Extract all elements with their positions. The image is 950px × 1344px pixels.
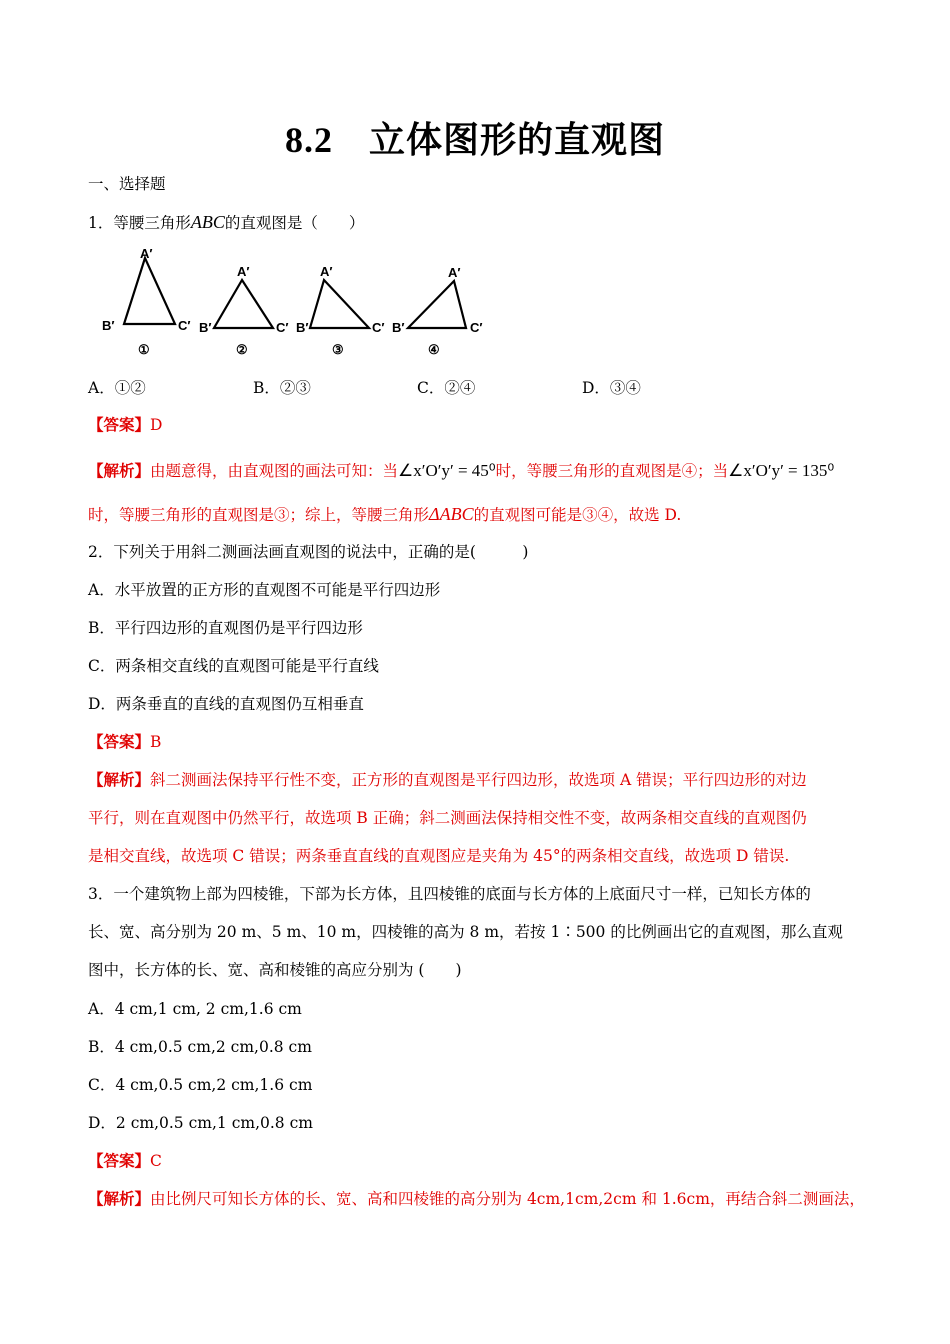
q1-expl-math-2: ∠x′O′y′ = 135⁰ xyxy=(728,461,835,480)
q1-prompt-post: 的直观图是（ ） xyxy=(224,214,365,232)
q1-answer-value: D xyxy=(150,416,163,434)
q1-expl-math-3: ΔABC xyxy=(429,504,474,524)
q3-answer-value: C xyxy=(150,1152,162,1170)
q1-option-b: B．②③ xyxy=(253,379,311,397)
q3-answer-tag: 【答案】 xyxy=(88,1151,151,1170)
q3-prompt-line-2: 长、宽、高分别为 20 m、5 m、10 m，四棱锥的高为 8 m，若按 1∶500 的比例画出它的直观图，那么直观 xyxy=(88,923,843,941)
fig4-b-label: B′ xyxy=(392,320,405,335)
fig1-c-label: C′ xyxy=(178,318,191,333)
fig2-number: ② xyxy=(236,342,248,357)
q2-explanation-line-1 xyxy=(88,769,878,791)
q1-answer xyxy=(88,414,878,436)
q1-expl-text-1: 由题意得，由直观图的画法可知：当 xyxy=(150,462,399,480)
q1-option-a: A．①② xyxy=(88,379,146,397)
fig1-number: ① xyxy=(138,342,150,357)
q3-option-b: B．4 cm,0.5 cm,2 cm,0.8 cm xyxy=(88,1038,312,1056)
q2-explanation-line-2: 平行，则在直观图中仍然平行，故选项 B 正确；斜二测画法保持相交性不变，故两条相交直线的直观图仍 xyxy=(88,809,807,827)
triangle-1 xyxy=(124,258,175,324)
fig1-b-label: B′ xyxy=(102,318,115,333)
section-heading: 一、选择题 xyxy=(88,175,166,193)
q2-prompt: 2．下列关于用斜二测画法画直观图的说法中，正确的是( ) xyxy=(88,543,529,561)
q1-expl-tag: 【解析】 xyxy=(88,461,151,480)
q1-explanation-line-1 xyxy=(88,460,878,482)
page-title xyxy=(0,112,950,163)
q1-figure xyxy=(96,246,496,366)
q2-option-c: C．两条相交直线的直观图可能是平行直线 xyxy=(88,657,379,675)
q3-option-a: A．4 cm,1 cm, 2 cm,1.6 cm xyxy=(88,1000,302,1018)
q1-expl-text-2: 时，等腰三角形的直观图是④；当 xyxy=(495,462,729,480)
q1-expl-text-4: 的直观图可能是③④，故选 D. xyxy=(473,506,682,524)
q1-expl-text-3: 时，等腰三角形的直观图是③；综上，等腰三角形 xyxy=(88,506,430,524)
q3-prompt-line-1: 3．一个建筑物上部为四棱锥，下部为长方体，且四棱锥的底面与长方体的上底面尺寸一样，已知长方体的 xyxy=(88,885,811,903)
triangle-4 xyxy=(408,281,466,328)
fig1-a-label: A′ xyxy=(140,246,153,261)
fig4-number: ④ xyxy=(428,342,440,357)
q1-expl-math-1: ∠x′O′y′ = 45⁰ xyxy=(398,461,496,480)
q3-expl-text-1: 由比例尺可知长方体的长、宽、高和四棱锥的高分别为 4cm,1cm,2cm 和 1.6cm，再结合斜二测画法， xyxy=(150,1190,865,1208)
q3-expl-tag: 【解析】 xyxy=(88,1189,151,1208)
q1-prompt xyxy=(88,211,878,234)
q3-option-c: C．4 cm,0.5 cm,2 cm,1.6 cm xyxy=(88,1076,313,1094)
q1-prompt-pre: 1．等腰三角形 xyxy=(88,214,191,232)
q2-expl-tag: 【解析】 xyxy=(88,770,151,789)
q3-option-d: D．2 cm,0.5 cm,1 cm,0.8 cm xyxy=(88,1114,313,1132)
q3-explanation-line-1 xyxy=(88,1188,878,1210)
fig2-c-label: C′ xyxy=(276,320,289,335)
q1-answer-tag: 【答案】 xyxy=(88,415,151,434)
q2-option-d: D．两条垂直的直线的直观图仍互相垂直 xyxy=(88,695,364,713)
q1-options xyxy=(88,376,688,398)
q2-answer-tag: 【答案】 xyxy=(88,732,151,751)
triangle-2 xyxy=(214,280,273,328)
section-number: 8.2 xyxy=(284,120,333,160)
q2-answer xyxy=(88,731,878,753)
q2-answer-value: B xyxy=(150,733,162,751)
q1-prompt-var: ABC xyxy=(190,212,225,232)
q3-answer xyxy=(88,1150,878,1172)
q1-option-d: D．③④ xyxy=(582,379,641,397)
fig3-a-label: A′ xyxy=(320,264,333,279)
title-text: 立体图形的直观图 xyxy=(368,119,665,161)
q1-option-c: C．②④ xyxy=(417,379,476,397)
q3-prompt-line-3: 图中，长方体的长、宽、高和棱锥的高应分别为 ( ) xyxy=(88,961,462,979)
triangle-3 xyxy=(310,280,369,328)
fig4-c-label: C′ xyxy=(470,320,483,335)
q2-option-b: B．平行四边形的直观图仍是平行四边形 xyxy=(88,619,363,637)
fig4-a-label: A′ xyxy=(448,265,461,280)
q2-expl-text-1: 斜二测画法保持平行性不变，正方形的直观图是平行四边形，故选项 A 错误；平行四边形的对边 xyxy=(150,771,807,789)
q2-explanation-line-3: 是相交直线，故选项 C 错误；两条垂直直线的直观图应是夹角为 45°的两条相交直线，故选项 D 错误. xyxy=(88,847,790,865)
fig3-b-label: B′ xyxy=(296,320,309,335)
fig2-a-label: A′ xyxy=(237,264,250,279)
fig3-number: ③ xyxy=(332,342,344,357)
q2-option-a: A．水平放置的正方形的直观图不可能是平行四边形 xyxy=(88,581,441,599)
q1-explanation-line-2 xyxy=(88,503,878,526)
fig2-b-label: B′ xyxy=(199,320,212,335)
fig3-c-label: C′ xyxy=(372,320,385,335)
